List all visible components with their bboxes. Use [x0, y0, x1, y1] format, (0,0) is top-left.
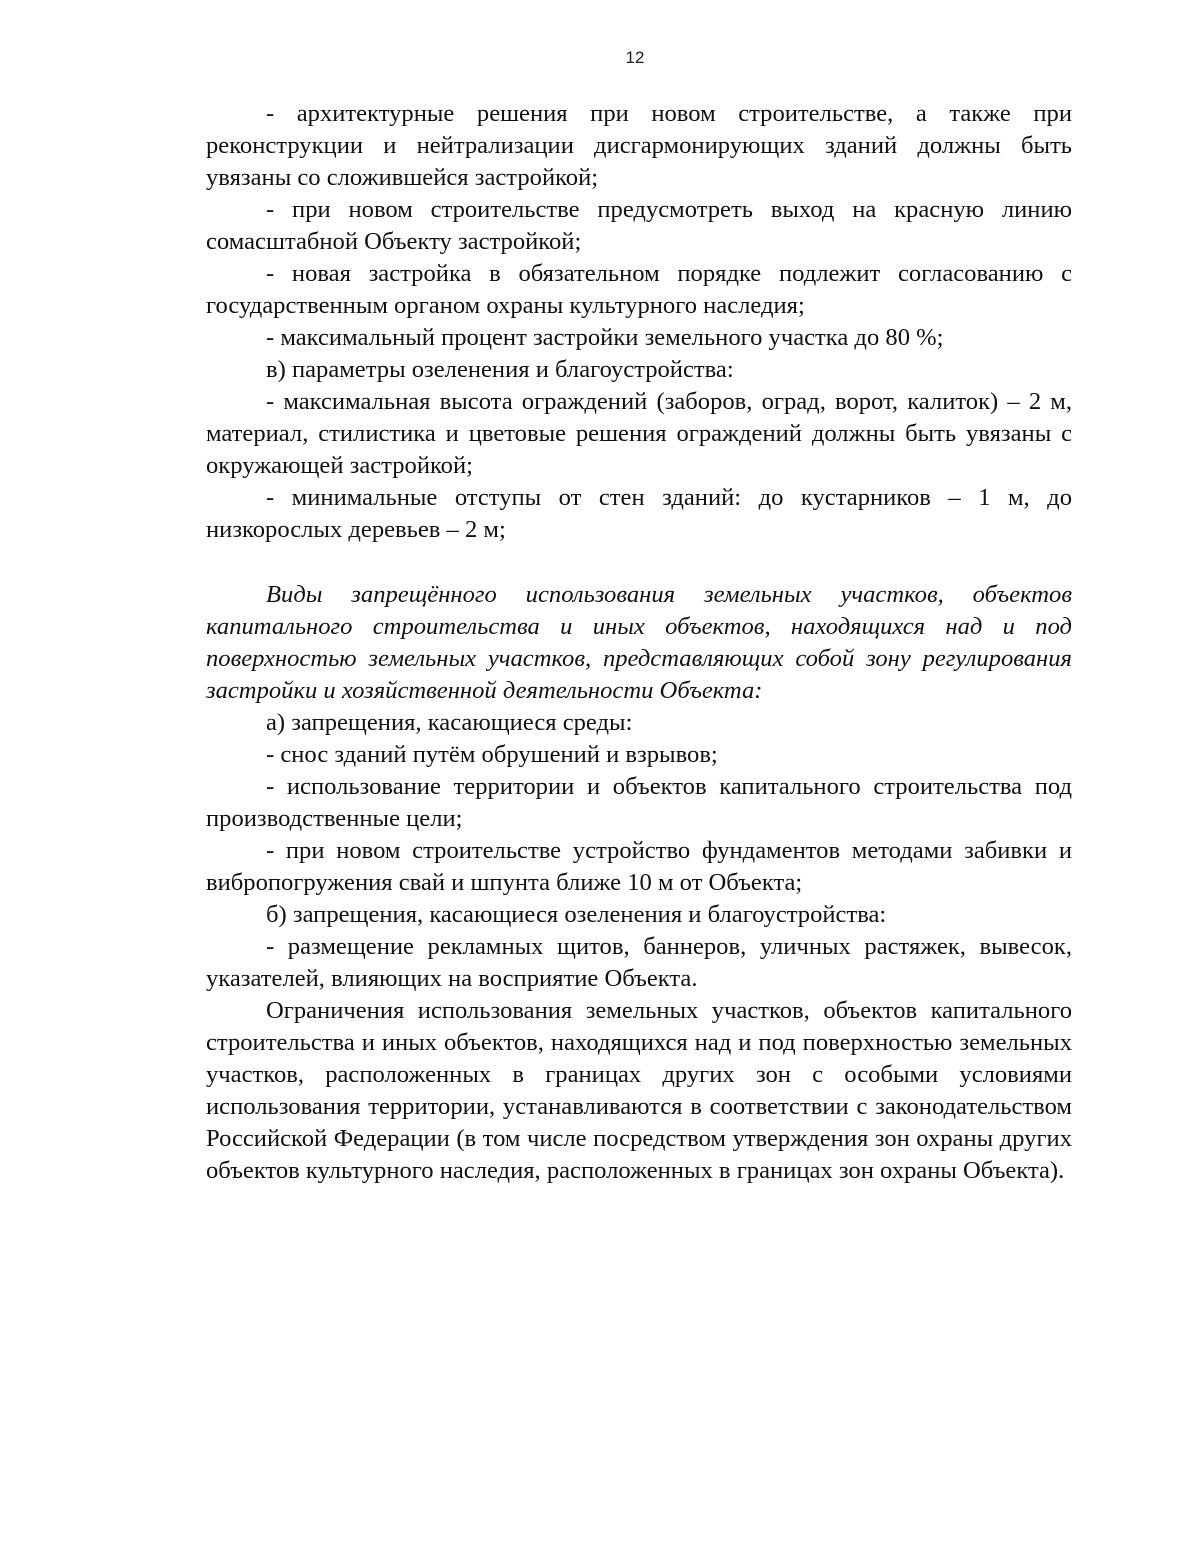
paragraph: - снос зданий путём обрушений и взрывов; — [266, 741, 718, 768]
paragraph: - минимальные отступы от стен зданий: до кустарников – 1 м, до низкорослых деревьев – 2 м; — [206, 484, 1072, 543]
paragraph: - размещение рекламных щитов, баннеров, уличных растяжек, вывесок, указателей, влияющих на восприятие Объекта. — [206, 933, 1072, 992]
section-heading: Виды запрещённого использования земельных участков, объектов капитального строительства и иных объектов, находящихся над и под поверхностью земельных участков, представляющих собой зону регулирования застройки и хозяйственной деятельности Объекта: — [206, 581, 1072, 704]
paragraph: Ограничения использования земельных участков, объектов капитального строительства и иных объектов, находящихся над и под поверхностью земельных участков, расположенных в границах других зон с особыми условиями использования территории, устанавливаются в соответствии с законодательством Российской Федерации (в том числе посредством утверждения зон охраны других объектов культурного наследия, расположенных в границах зон охраны Объекта). — [206, 997, 1072, 1184]
page-number: 12 — [625, 48, 645, 67]
document-body — [206, 98, 1072, 1187]
paragraph: - архитектурные решения при новом строительстве, а также при реконструкции и нейтрализации дисгармонирующих зданий должны быть увязаны со сложившейся застройкой; — [206, 100, 1072, 191]
paragraph: - при новом строительстве устройство фундаментов методами забивки и вибропогружения свай и шпунта ближе 10 м от Объекта; — [206, 837, 1072, 896]
paragraph: в) параметры озеленения и благоустройства: — [266, 356, 734, 383]
paragraph: - при новом строительстве предусмотреть выход на красную линию сомасштабной Объекту застройкой; — [206, 196, 1072, 255]
paragraph: - максимальный процент застройки земельного участка до 80 %; — [266, 324, 944, 351]
paragraph: б) запрещения, касающиеся озеленения и благоустройства: — [266, 901, 887, 928]
paragraph: а) запрещения, касающиеся среды: — [266, 709, 633, 736]
paragraph: - новая застройка в обязательном порядке подлежит согласованию с государственным органом охраны культурного наследия; — [206, 260, 1072, 319]
section-spacer — [206, 546, 1072, 579]
paragraph: - максимальная высота ограждений (заборов, оград, ворот, калиток) – 2 м, материал, стилистика и цветовые решения ограждений должны быть увязаны с окружающей застройкой; — [206, 388, 1072, 479]
paragraph: - использование территории и объектов капитального строительства под производственные цели; — [206, 773, 1072, 832]
